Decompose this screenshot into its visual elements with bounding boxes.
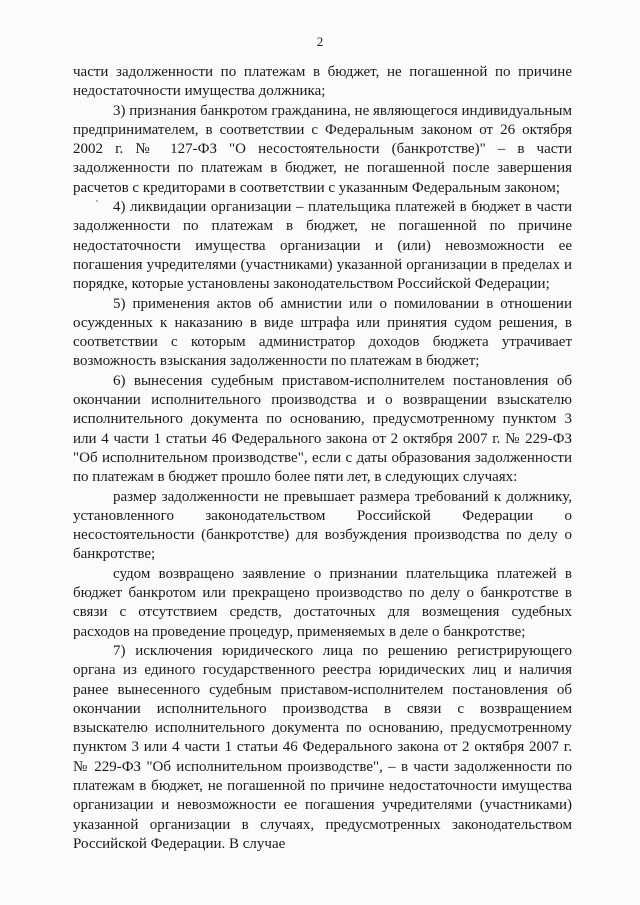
paragraph-item-4: 4) ликвидации организации – плательщика платежей в бюджет в части задолженности по платежам в бюджет, не погашенной по причине недостаточности имущества организации и (или) невозможности ее погашения учредителями (участниками) указанной организации в пределах и порядке, которые установлены законодательством Российской Федерации; [73,199,572,293]
paragraph-item-7: 7) исключения юридического лица по решению регистрирующего органа из единого государственного реестра юридических лиц и наличия ранее вынесенного судебным приставом-исполнителем постановления об окончании исполнительного производства в связи с возвращением взыскателю исполнительного документа по основанию, предусмотренному пунктом 3 или 4 части 1 статьи 46 Федерального закона от 2 октября 2007 г. № 229-ФЗ "Об исполнительном производстве", – в части задолженности по платежам в бюджет, не погашенной по причине недостаточности имущества организации и невозможности ее погашения учредителями (участниками) указанной организации в случаях, предусмотренных законодательством Российской Федерации. В случае [73,642,572,852]
paragraph-continuation: части задолженности по платежам в бюджет, не погашенной по причине недостаточности имущества должника; [73,64,572,100]
paragraph-item-6-case-1: размер задолженности не превышает размера требований к должнику, установленного законодательством Российской Федерации о несостоятельности (банкротстве) для возбуждения производства по делу о банкротстве; [73,488,572,563]
paragraph-item-6: 6) вынесения судебным приставом-исполнителем постановления об окончании исполнительного производства и о возвращении взыскателю исполнительного документа по основанию, предусмотренному пунктом 3 или 4 части 1 статьи 46 Федерального закона от 2 октября 2007 г. № 229-ФЗ "Об исполнительном производстве", если с даты образования задолженности по платежам в бюджет прошло более пяти лет, в следующих случаях: [73,372,572,486]
document-body [73,63,572,854]
paragraph-item-6-case-2: судом возвращено заявление о признании плательщика платежей в бюджет банкротом или прекращено производство по делу о банкротстве в связи с отсутствием средств, достаточных для возмещения судебных расходов на проведение процедур, применяемых в деле о банкротстве; [73,565,572,640]
paragraph-item-3: 3) признания банкротом гражданина, не являющегося индивидуальным предпринимателем, в соответствии с Федеральным законом от 26 октября 2002 г. № 127-ФЗ "О несостоятельности (банкротстве)" – в части задолженности по платежам в бюджет, не погашенной после завершения расчетов с кредиторами в соответствии с указанным Федеральным законом; [73,102,572,196]
paragraph-item-5: 5) применения актов об амнистии или о помиловании в отношении осужденных к наказанию в виде штрафа или принятия судом решения, в соответствии с которым администратор доходов бюджета утрачивает возможность взыскания задолженности по платежам в бюджет; [73,295,572,370]
page-number: 2 [316,34,324,49]
